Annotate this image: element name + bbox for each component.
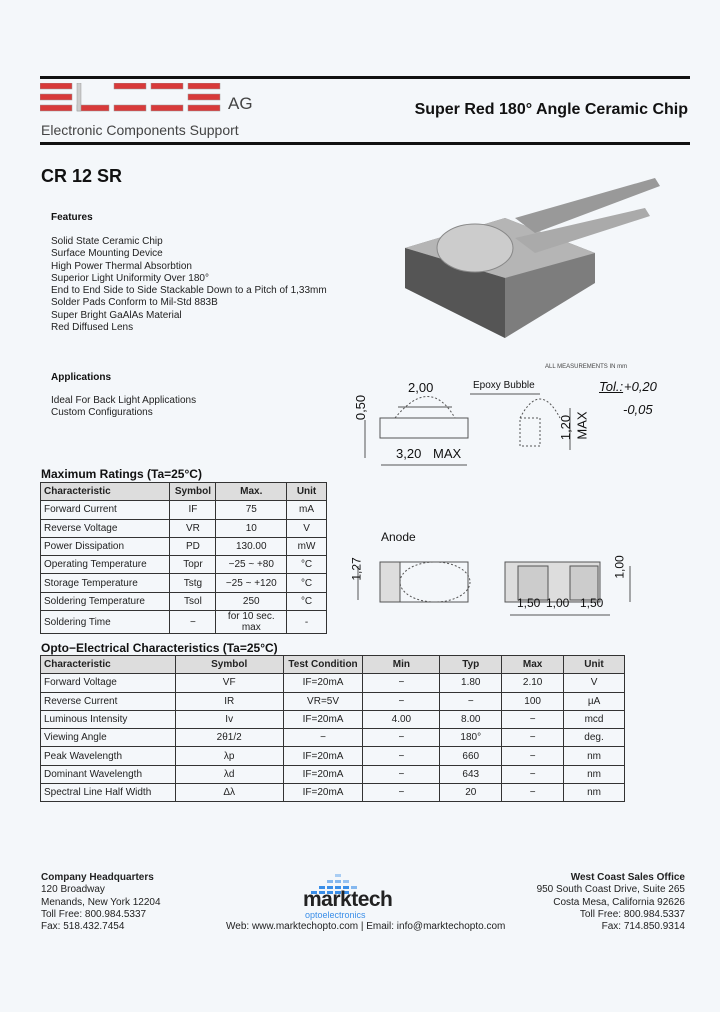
table-cell: - bbox=[287, 611, 327, 634]
pad-dim: 1,00 bbox=[546, 596, 570, 610]
applications-heading: Applications bbox=[51, 372, 112, 383]
dim-height-max: MAX bbox=[574, 411, 590, 440]
tolerance-plus: +0,20 bbox=[624, 379, 657, 394]
table-cell: µA bbox=[564, 692, 625, 710]
table-cell: IR bbox=[175, 692, 283, 710]
table-cell: Topr bbox=[170, 556, 216, 574]
dim-height: 1,20 bbox=[558, 414, 574, 441]
column-header: Unit bbox=[564, 656, 625, 674]
table-cell: mW bbox=[287, 537, 327, 555]
table-cell: 1.80 bbox=[440, 674, 502, 692]
table-cell: Viewing Angle bbox=[41, 729, 176, 747]
table-cell: 8.00 bbox=[440, 710, 502, 728]
table-cell: −25 ~ +80 bbox=[216, 556, 287, 574]
dim-max-label: MAX bbox=[433, 446, 462, 461]
table-cell: mcd bbox=[564, 710, 625, 728]
table-row bbox=[41, 784, 625, 802]
table-cell: − bbox=[363, 765, 440, 783]
max-ratings-table bbox=[40, 482, 327, 634]
table-cell: Tsol bbox=[170, 592, 216, 610]
table-cell: −25 ~ +120 bbox=[216, 574, 287, 592]
feature-item: High Power Thermal Absorbtion bbox=[51, 260, 192, 272]
column-header: Symbol bbox=[170, 483, 216, 501]
column-header: Max bbox=[502, 656, 564, 674]
table-cell: Dominant Wavelength bbox=[41, 765, 176, 783]
table-cell: λp bbox=[175, 747, 283, 765]
table-cell: V bbox=[287, 519, 327, 537]
table-row bbox=[41, 574, 327, 592]
table-cell: V bbox=[564, 674, 625, 692]
table-cell: IF=20mA bbox=[283, 674, 363, 692]
west-line: Toll Free: 800.984.5337 bbox=[579, 908, 685, 920]
tolerance-label: Tol.: bbox=[599, 379, 624, 394]
table-cell: Iv bbox=[175, 710, 283, 728]
table-cell: Reverse Current bbox=[41, 692, 176, 710]
web-email-link[interactable]: Web: www.marktechopto.com | Email: info@marktechopto.com bbox=[226, 921, 506, 932]
table-cell: Forward Current bbox=[41, 501, 170, 519]
table-cell: 2.10 bbox=[502, 674, 564, 692]
application-item: Custom Configurations bbox=[51, 407, 153, 419]
marktech-sub: optoelectronics bbox=[305, 910, 366, 920]
table-cell: °C bbox=[287, 556, 327, 574]
dim-height-left: 0,50 bbox=[353, 394, 369, 421]
feature-item: Red Diffused Lens bbox=[51, 322, 134, 334]
table-row bbox=[41, 592, 327, 610]
table-cell: 2θ1/2 bbox=[175, 729, 283, 747]
table-cell: − bbox=[170, 611, 216, 634]
table-cell: nm bbox=[564, 747, 625, 765]
table-cell: 10 bbox=[216, 519, 287, 537]
table-cell: Soldering Time bbox=[41, 611, 170, 634]
table-cell: IF bbox=[170, 501, 216, 519]
table-cell: 180° bbox=[440, 729, 502, 747]
hq-heading: Company Headquarters bbox=[41, 872, 154, 883]
document-title: Super Red 180° Angle Ceramic Chip bbox=[414, 101, 688, 118]
table-cell: Tstg bbox=[170, 574, 216, 592]
table-cell: nm bbox=[564, 784, 625, 802]
table-cell: − bbox=[363, 784, 440, 802]
table-cell: − bbox=[502, 710, 564, 728]
hq-line: Toll Free: 800.984.5337 bbox=[41, 908, 147, 920]
table-cell: Reverse Voltage bbox=[41, 519, 170, 537]
elcos-logo bbox=[40, 83, 225, 113]
table-cell: 100 bbox=[502, 692, 564, 710]
chip-photo bbox=[395, 178, 665, 348]
table-row bbox=[41, 710, 625, 728]
header-rule bbox=[40, 142, 690, 145]
table-row bbox=[41, 537, 327, 555]
table-cell: VR=5V bbox=[283, 692, 363, 710]
table-cell: 4.00 bbox=[363, 710, 440, 728]
feature-item: End to End Side to Side Stackable Down to a Pitch of 1,33mm bbox=[51, 285, 327, 297]
table-row bbox=[41, 519, 327, 537]
column-header: Typ bbox=[440, 656, 502, 674]
anode-label: Anode bbox=[381, 530, 416, 544]
column-header: Unit bbox=[287, 483, 327, 501]
table-cell: 643 bbox=[440, 765, 502, 783]
table-row bbox=[41, 611, 327, 634]
hq-line: Fax: 518.432.7454 bbox=[41, 921, 125, 933]
table-cell: 20 bbox=[440, 784, 502, 802]
part-number: CR 12 SR bbox=[41, 166, 123, 186]
west-line: Costa Mesa, California 92626 bbox=[553, 896, 685, 908]
table-row bbox=[41, 674, 625, 692]
table-cell: − bbox=[502, 784, 564, 802]
table-cell: Storage Temperature bbox=[41, 574, 170, 592]
west-line: 950 South Coast Drive, Suite 265 bbox=[536, 884, 685, 896]
table-cell: nm bbox=[564, 765, 625, 783]
table-row bbox=[41, 692, 625, 710]
table-cell: deg. bbox=[564, 729, 625, 747]
table-row bbox=[41, 556, 327, 574]
table-row bbox=[41, 729, 625, 747]
feature-item: Superior Light Uniformity Over 180° bbox=[51, 272, 209, 284]
feature-item: Surface Mounting Device bbox=[51, 248, 163, 260]
west-heading: West Coast Sales Office bbox=[570, 872, 685, 883]
column-header: Symbol bbox=[175, 656, 283, 674]
table-row bbox=[41, 747, 625, 765]
table-cell: − bbox=[363, 747, 440, 765]
table-cell: − bbox=[440, 692, 502, 710]
table-cell: IF=20mA bbox=[283, 710, 363, 728]
hq-line: 120 Broadway bbox=[41, 884, 105, 896]
hq-address bbox=[41, 872, 161, 933]
table-cell: Peak Wavelength bbox=[41, 747, 176, 765]
west-line: Fax: 714.850.9314 bbox=[601, 921, 685, 933]
table-cell: °C bbox=[287, 592, 327, 610]
table-cell: − bbox=[363, 692, 440, 710]
logo-suffix: AG bbox=[228, 94, 253, 113]
table-cell: 130.00 bbox=[216, 537, 287, 555]
column-header: Characteristic bbox=[41, 656, 176, 674]
table-cell: Soldering Temperature bbox=[41, 592, 170, 610]
table-cell: mA bbox=[287, 501, 327, 519]
table-cell: Δλ bbox=[175, 784, 283, 802]
table-cell: 660 bbox=[440, 747, 502, 765]
top-rule bbox=[40, 76, 690, 79]
table-cell: − bbox=[502, 729, 564, 747]
dimension-drawing bbox=[340, 370, 670, 620]
column-header: Characteristic bbox=[41, 483, 170, 501]
table-cell: Spectral Line Half Width bbox=[41, 784, 176, 802]
table-cell: Operating Temperature bbox=[41, 556, 170, 574]
max-ratings-title: Maximum Ratings (Ta=25°C) bbox=[41, 467, 202, 481]
table-cell: − bbox=[363, 674, 440, 692]
table-cell: λd bbox=[175, 765, 283, 783]
pad-dim: 1,50 bbox=[517, 596, 541, 610]
table-cell: − bbox=[502, 765, 564, 783]
table-header-row bbox=[41, 483, 327, 501]
table-cell: VR bbox=[170, 519, 216, 537]
table-cell: − bbox=[283, 729, 363, 747]
feature-item: Solder Pads Conform to Mil-Std 883B bbox=[51, 297, 218, 309]
west-coast-address bbox=[537, 872, 685, 933]
epoxy-bubble-label: Epoxy Bubble bbox=[473, 380, 535, 391]
table-cell: PD bbox=[170, 537, 216, 555]
table-cell: − bbox=[502, 747, 564, 765]
table-cell: Power Dissipation bbox=[41, 537, 170, 555]
table-row bbox=[41, 765, 625, 783]
table-cell: IF=20mA bbox=[283, 765, 363, 783]
table-row bbox=[41, 501, 327, 519]
table-cell: Luminous Intensity bbox=[41, 710, 176, 728]
dim-127: 1,27 bbox=[349, 557, 364, 581]
column-header: Test Condition bbox=[283, 656, 363, 674]
table-cell: IF=20mA bbox=[283, 784, 363, 802]
table-cell: VF bbox=[175, 674, 283, 692]
hq-line: Menands, New York 12204 bbox=[41, 896, 161, 908]
application-item: Ideal For Back Light Applications bbox=[51, 395, 197, 406]
dim-100: 1,00 bbox=[612, 555, 627, 579]
table-header-row bbox=[41, 656, 625, 674]
opto-title: Opto−Electrical Characteristics (Ta=25°C) bbox=[41, 641, 278, 655]
marktech-brand: marktech bbox=[303, 888, 393, 911]
column-header: Min bbox=[363, 656, 440, 674]
tolerance-minus: -0,05 bbox=[623, 402, 653, 417]
feature-item: Solid State Ceramic Chip bbox=[51, 236, 163, 247]
table-cell: Forward Voltage bbox=[41, 674, 176, 692]
pad-dim: 1,50 bbox=[580, 596, 604, 610]
column-header: Max. bbox=[216, 483, 287, 501]
features-section bbox=[51, 212, 327, 334]
dim-length: 3,20 bbox=[396, 446, 422, 461]
applications-section bbox=[51, 372, 196, 420]
opto-electrical-table bbox=[40, 655, 625, 802]
feature-item: Super Bright GaAlAs Material bbox=[51, 309, 182, 321]
tagline: Electronic Components Support bbox=[41, 122, 239, 138]
features-heading: Features bbox=[51, 212, 93, 223]
table-cell: IF=20mA bbox=[283, 747, 363, 765]
table-cell: − bbox=[363, 729, 440, 747]
dim-width-top: 2,00 bbox=[408, 380, 434, 395]
table-cell: 75 bbox=[216, 501, 287, 519]
table-cell: 250 bbox=[216, 592, 287, 610]
table-cell: °C bbox=[287, 574, 327, 592]
measurement-note: ALL MEASUREMENTS IN mm bbox=[545, 364, 628, 370]
table-cell: for 10 sec. max bbox=[216, 611, 287, 634]
